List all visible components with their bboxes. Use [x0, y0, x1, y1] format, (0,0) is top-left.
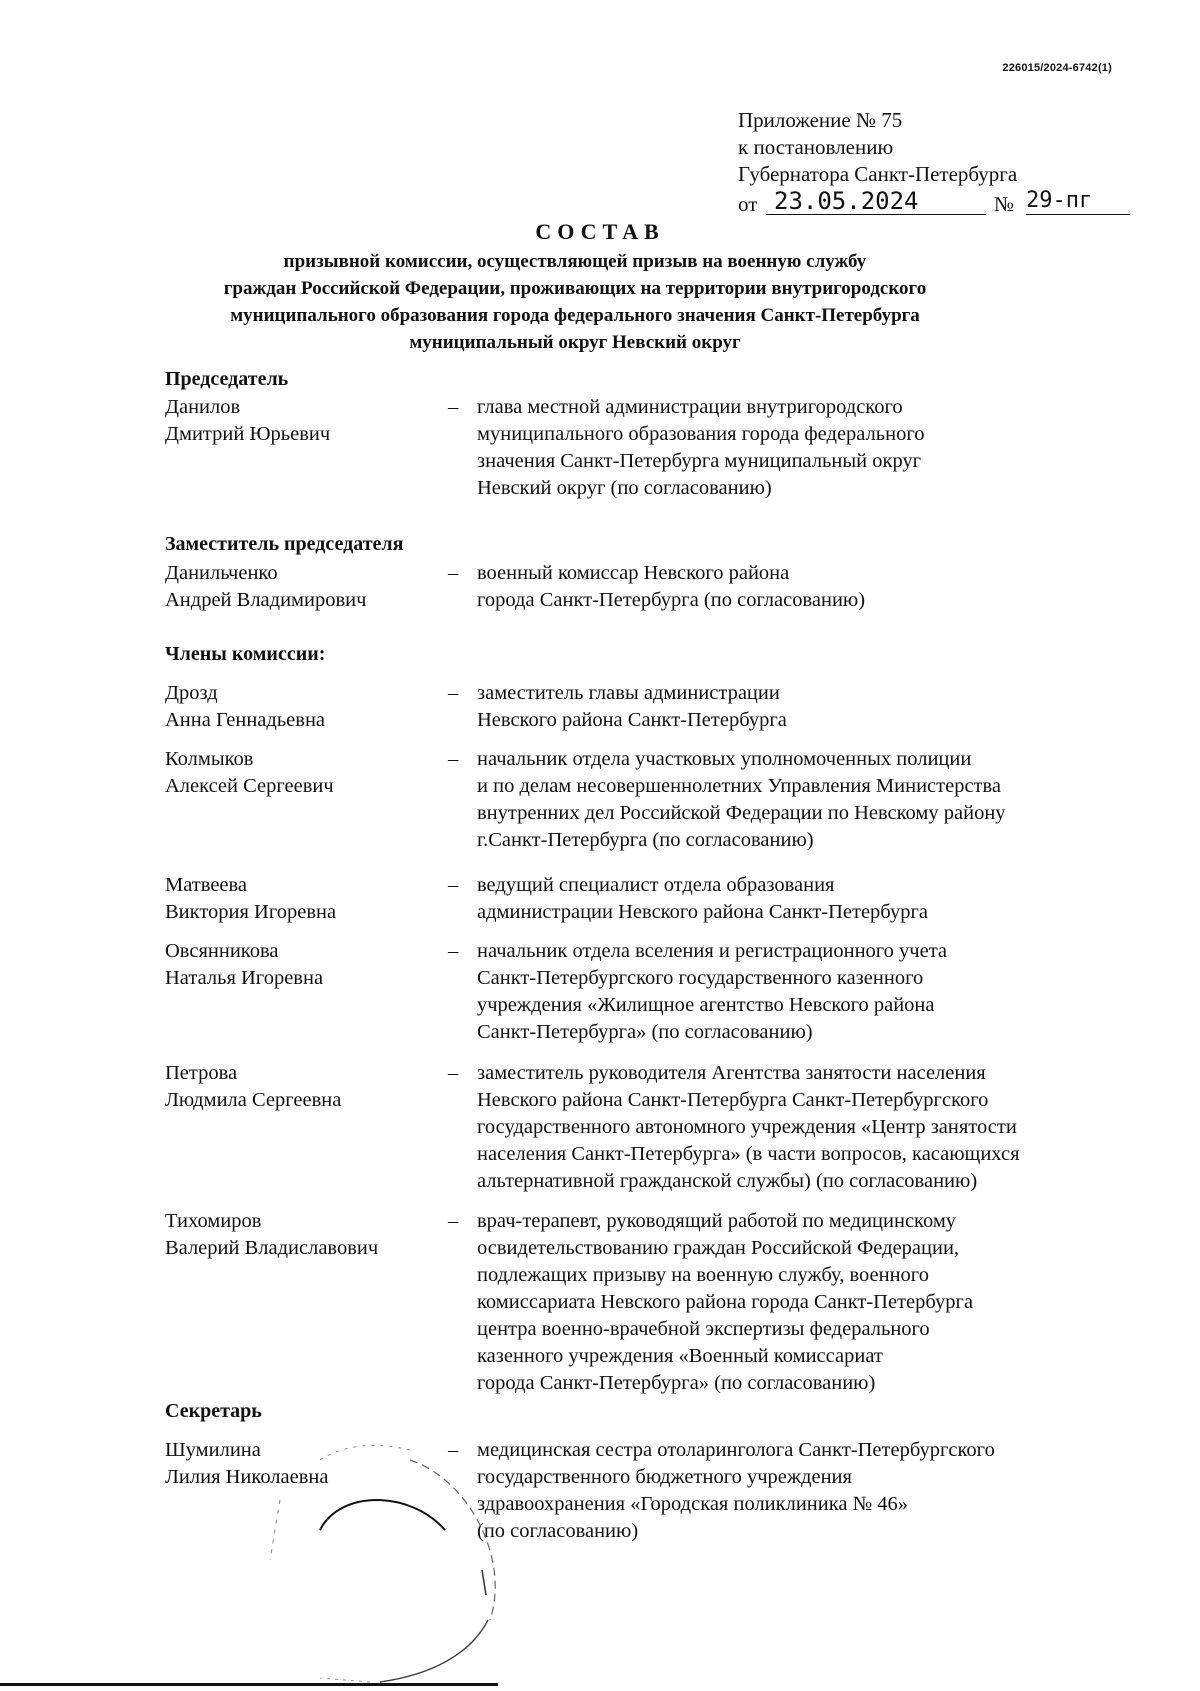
- member-name: [165, 680, 445, 734]
- position-line: здравоохранения «Городская поликлиника № 46»: [477, 1493, 909, 1515]
- member-given-name: Валерий Владиславович: [165, 1237, 379, 1259]
- member-position: [477, 1437, 1127, 1545]
- member-position: [477, 1208, 1127, 1397]
- position-line: медицинская сестра отоларинголога Санкт-Петербургского: [477, 1439, 995, 1461]
- appendix-date-row: [738, 187, 1093, 218]
- subtitle-line: муниципальный округ Невский округ: [409, 332, 741, 353]
- number-prefix: №: [994, 192, 1015, 216]
- member-position: [477, 394, 1127, 502]
- position-line: администрации Невского района Санкт-Петербурга: [477, 901, 928, 923]
- member-given-name: Дмитрий Юрьевич: [165, 423, 331, 445]
- position-line: заместитель главы администрации: [477, 682, 780, 704]
- position-line: государственного автономного учреждения «Центр занятости: [477, 1116, 1017, 1138]
- member-name: [165, 394, 445, 448]
- position-line: военный комиссар Невского района: [477, 562, 790, 584]
- member-surname: Данильченко: [165, 562, 278, 584]
- position-line: Невского района Санкт-Петербурга: [477, 709, 787, 731]
- dash-separator: –: [448, 1210, 459, 1232]
- dash-separator: –: [448, 396, 459, 418]
- signature-mark: [260, 1420, 520, 1690]
- subtitle-line: граждан Российской Федерации, проживающих на территории внутригородского: [223, 278, 927, 299]
- position-line: населения Санкт-Петербурга» (в части вопросов, касающихся: [477, 1143, 1020, 1165]
- member-given-name: Виктория Игоревна: [165, 901, 337, 923]
- member-given-name: Алексей Сергеевич: [165, 775, 334, 797]
- position-line: Санкт-Петербурга» (по согласованию): [477, 1021, 813, 1043]
- section-chairman: Председатель: [165, 368, 289, 390]
- member-surname: Петрова: [165, 1062, 238, 1084]
- dash-separator: –: [448, 940, 459, 962]
- member-position: [477, 938, 1127, 1046]
- position-line: начальник отдела участковых уполномоченных полиции: [477, 748, 972, 770]
- member-position: [477, 872, 1127, 926]
- member-surname: Дрозд: [165, 682, 218, 704]
- document-registration-number: 226015/2024-6742(1): [1002, 62, 1112, 74]
- dash-separator: –: [448, 1439, 459, 1461]
- section-deputy: Заместитель председателя: [165, 533, 404, 555]
- position-line: учреждения «Жилищное агентство Невского района: [477, 994, 935, 1016]
- position-line: подлежащих призыву на военную службу, военного: [477, 1264, 929, 1286]
- position-line: освидетельствованию граждан Российской Федерации,: [477, 1237, 960, 1259]
- appendix-block: [738, 107, 1093, 218]
- appendix-line-3: Губернатора Санкт-Петербурга: [738, 162, 1018, 186]
- member-surname: Овсянникова: [165, 940, 279, 962]
- appendix-line-1: Приложение № 75: [738, 108, 903, 132]
- member-surname: Колмыков: [165, 748, 254, 770]
- position-line: Невского района Санкт-Петербурга Санкт-Петербургского: [477, 1089, 989, 1111]
- dash-separator: –: [448, 682, 459, 704]
- member-name: [165, 1208, 445, 1262]
- subtitle-line: призывной комиссии, осуществляющей призыв на военную службу: [283, 251, 867, 272]
- position-line: государственного бюджетного учреждения: [477, 1466, 852, 1488]
- position-line: внутренних дел Российской Федерации по Невскому району: [477, 802, 1006, 824]
- position-line: комиссариата Невского района города Санкт-Петербурга: [477, 1291, 974, 1313]
- position-line: казенного учреждения «Военный комиссариат: [477, 1345, 883, 1367]
- dash-separator: –: [448, 748, 459, 770]
- position-line: глава местной администрации внутригородского: [477, 396, 903, 418]
- dash-separator: –: [448, 1062, 459, 1084]
- document-subtitle: [0, 248, 1150, 356]
- member-name: [165, 560, 445, 614]
- member-given-name: Анна Геннадьевна: [165, 709, 326, 731]
- position-line: Невский округ (по согласованию): [477, 477, 772, 499]
- position-line: и по делам несовершеннолетних Управления Министерства: [477, 775, 1002, 797]
- position-line: г.Санкт-Петербурга (по согласованию): [477, 829, 814, 851]
- appendix-line-2: к постановлению: [738, 135, 894, 159]
- member-name: [165, 872, 445, 926]
- member-name: [165, 746, 445, 800]
- decree-date: 23.05.2024: [766, 188, 986, 215]
- subtitle-line: муниципального образования города федерального значения Санкт-Петербурга: [230, 305, 920, 326]
- position-line: начальник отдела вселения и регистрационного учета: [477, 940, 948, 962]
- member-position: [477, 560, 1127, 614]
- section-secretary: Секретарь: [165, 1400, 262, 1422]
- dash-separator: –: [448, 562, 459, 584]
- decree-number: 29-пг: [1026, 188, 1130, 215]
- position-line: ведущий специалист отдела образования: [477, 874, 835, 896]
- position-line: Санкт-Петербургского государственного казенного: [477, 967, 924, 989]
- position-line: врач-терапевт, руководящий работой по медицинскому: [477, 1210, 957, 1232]
- member-name: [165, 1060, 445, 1114]
- document-title: СОСТАВ: [535, 219, 665, 244]
- position-line: (по согласованию): [477, 1520, 639, 1542]
- member-given-name: Людмила Сергеевна: [165, 1089, 342, 1111]
- member-surname: Матвеева: [165, 874, 248, 896]
- member-given-name: Наталья Игоревна: [165, 967, 324, 989]
- member-position: [477, 1060, 1127, 1195]
- member-name: [165, 938, 445, 992]
- position-line: значения Санкт-Петербурга муниципальный округ: [477, 450, 922, 472]
- member-surname: Шумилина: [165, 1439, 261, 1461]
- member-surname: Данилов: [165, 396, 241, 418]
- position-line: города Санкт-Петербурга» (по согласованию): [477, 1372, 876, 1394]
- position-line: заместитель руководителя Агентства занятости населения: [477, 1062, 986, 1084]
- footer-rule: [0, 1683, 498, 1686]
- section-members: Члены комиссии:: [165, 643, 326, 665]
- member-position: [477, 680, 1127, 734]
- position-line: города Санкт-Петербурга (по согласованию): [477, 589, 866, 611]
- member-position: [477, 746, 1127, 854]
- dash-separator: –: [448, 874, 459, 896]
- member-given-name: Лилия Николаевна: [165, 1466, 329, 1488]
- position-line: муниципального образования города федерального: [477, 423, 925, 445]
- position-line: центра военно-врачебной экспертизы федерального: [477, 1318, 930, 1340]
- member-given-name: Андрей Владимирович: [165, 589, 367, 611]
- member-surname: Тихомиров: [165, 1210, 262, 1232]
- position-line: альтернативной гражданской службы) (по согласованию): [477, 1170, 978, 1192]
- date-prefix: от: [738, 192, 758, 216]
